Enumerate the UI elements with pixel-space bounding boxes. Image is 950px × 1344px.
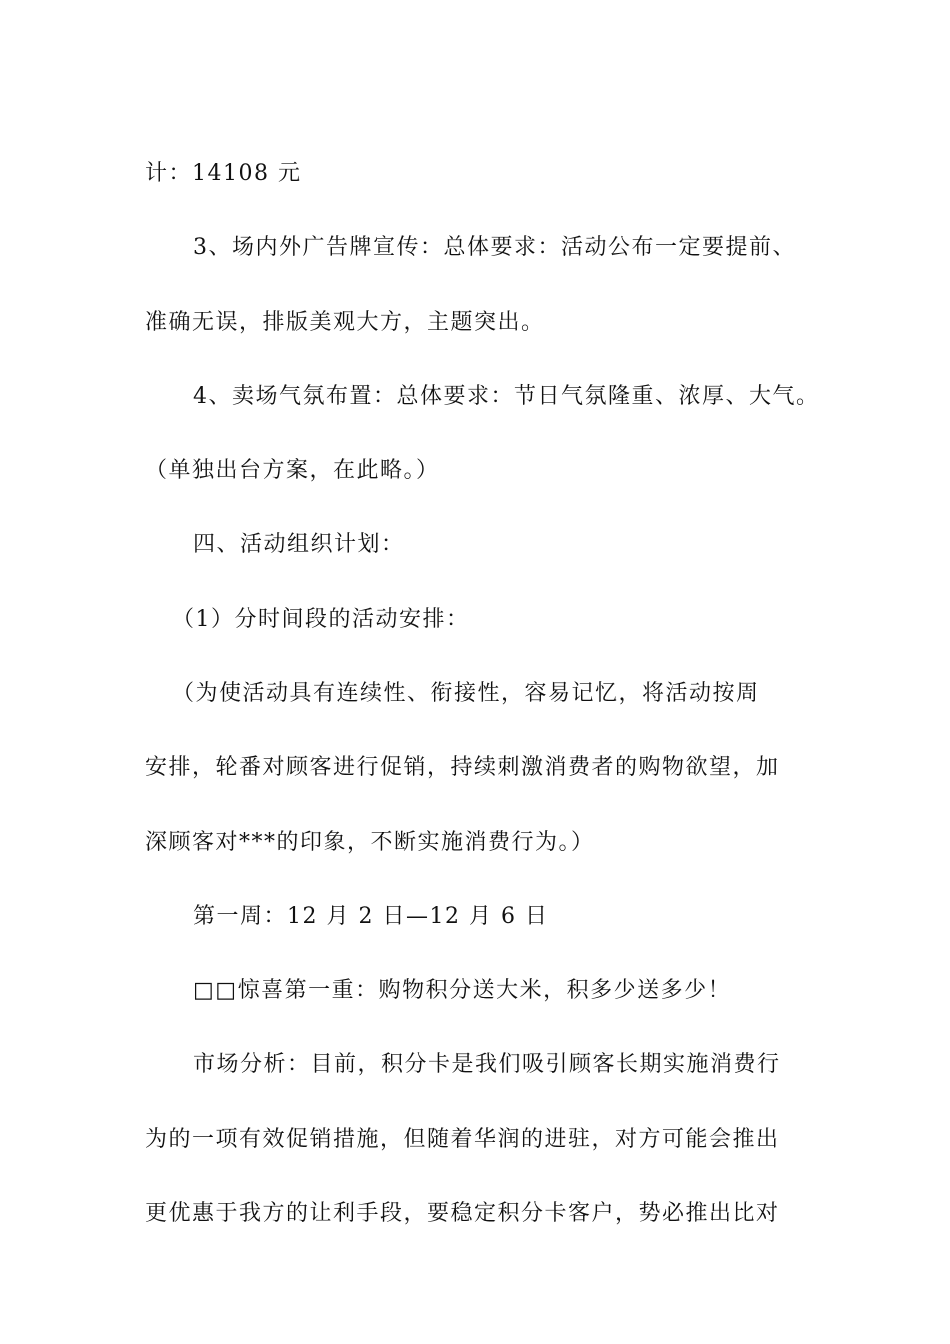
section-heading: 四、活动组织计划：: [193, 532, 405, 557]
text-line: 第一周：12 月 2 日—12 月 6 日: [193, 904, 549, 929]
text-line: 安排，轮番对顾客进行促销，持续刺激消费者的购物欲望，加: [145, 755, 780, 780]
text-line: 更优惠于我方的让利手段，要稳定积分卡客户，势必推出比对: [145, 1201, 780, 1226]
text-line: 准确无误，排版美观大方，主题突出。: [145, 310, 545, 335]
text-line: 4、卖场气氛布置：总体要求：节日气氛隆重、浓厚、大气。: [193, 384, 820, 409]
text-line: 深顾客对***的印象，不断实施消费行为。）: [145, 830, 595, 855]
text-line: 计：14108 元: [145, 161, 302, 186]
text-line: （单独出台方案，在此略。）: [145, 458, 440, 483]
text-line: 市场分析：目前，积分卡是我们吸引顾客长期实施消费行: [193, 1052, 781, 1077]
text-line: □□惊喜第一重：购物积分送大米，积多少送多少！: [193, 978, 732, 1003]
text-line: 3、场内外广告牌宣传：总体要求：活动公布一定要提前、: [193, 235, 796, 260]
text-line: （为使活动具有连续性、衔接性，容易记忆，将活动按周: [172, 681, 760, 706]
text-line: 为的一项有效促销措施，但随着华润的进驻，对方可能会推出: [145, 1127, 780, 1152]
subsection-heading: （1）分时间段的活动安排：: [172, 607, 470, 632]
